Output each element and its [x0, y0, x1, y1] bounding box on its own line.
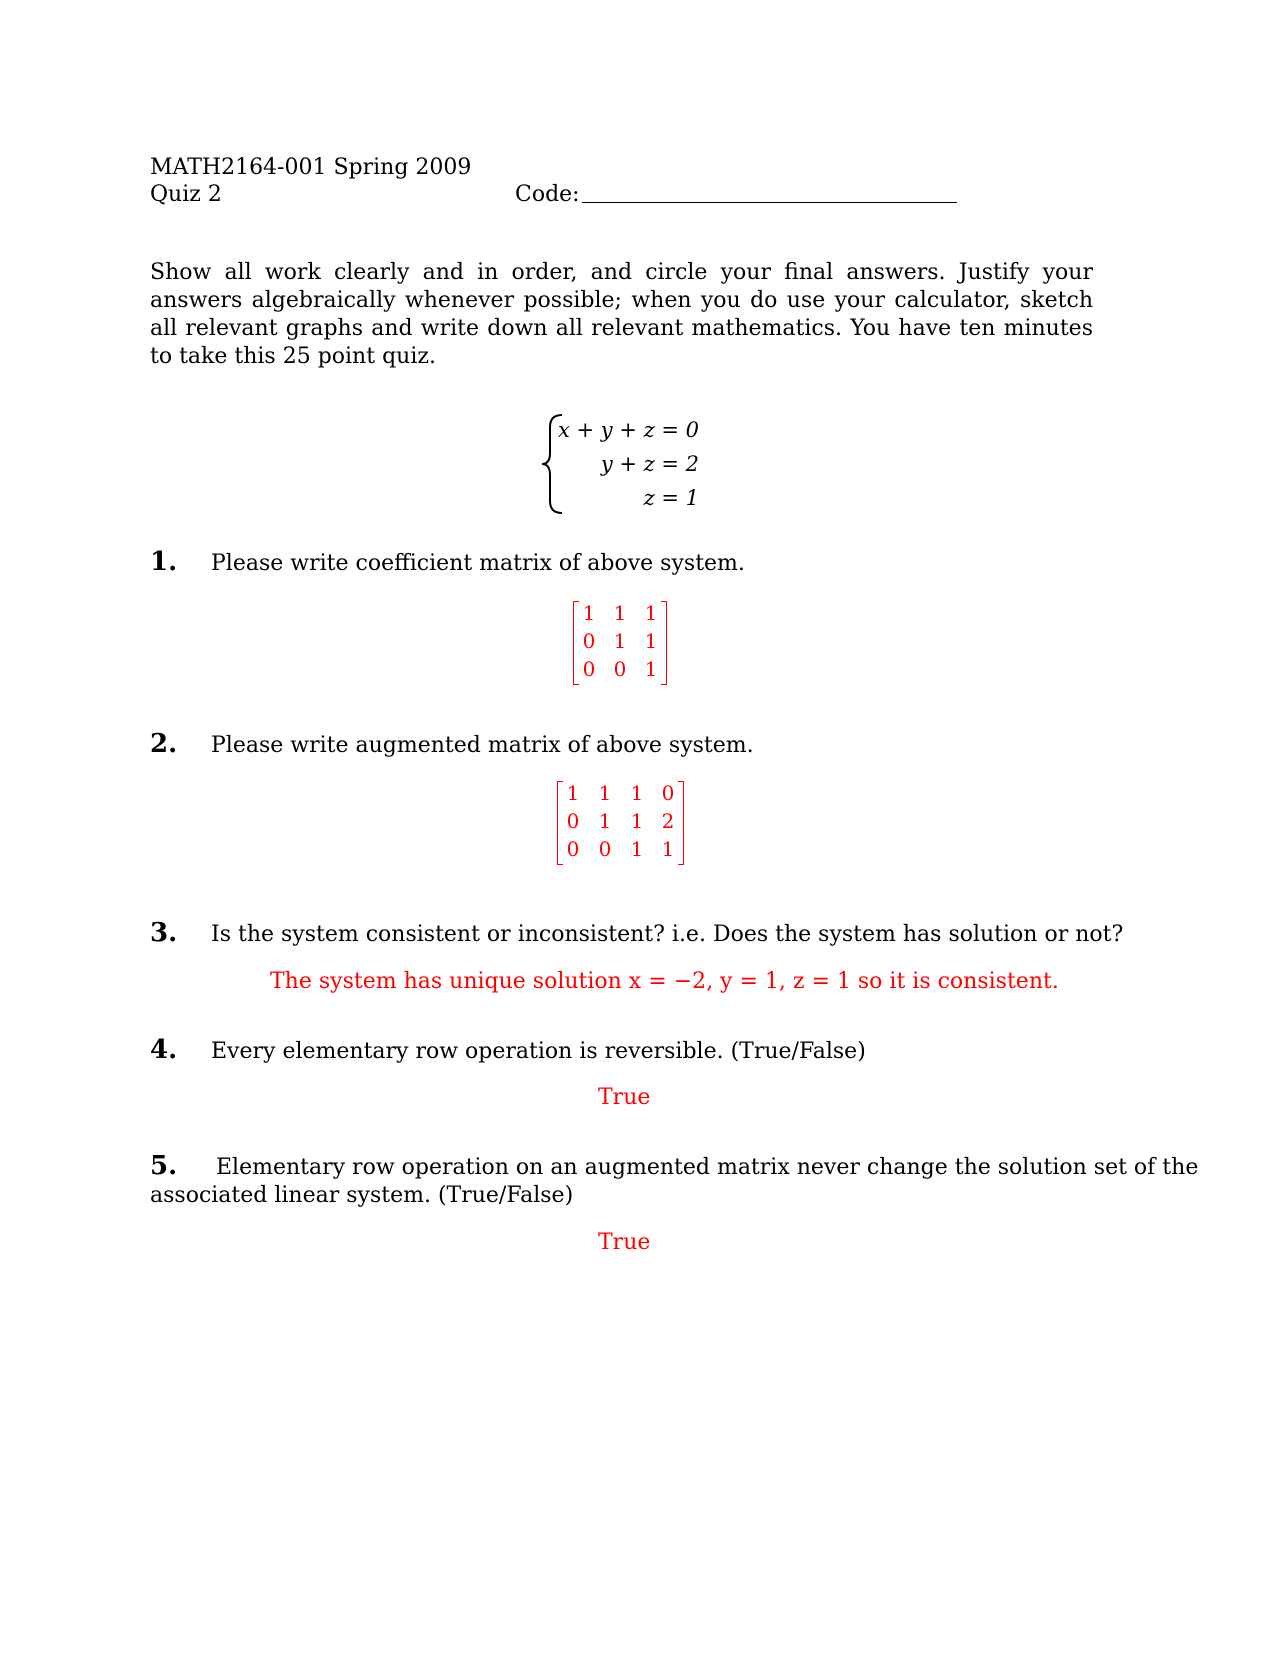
- matrix-cell: 0: [598, 837, 612, 861]
- matrix-cell: 1: [598, 809, 612, 833]
- matrix-right-bracket: [678, 781, 684, 865]
- matrix-cell: 1: [598, 781, 612, 805]
- matrix-cell: 2: [661, 809, 675, 833]
- question-2-text: Please write augmented matrix of above system.: [211, 733, 754, 758]
- question-3-text: Is the system consistent or inconsistent? i.e. Does the system has solution or not?: [211, 922, 1124, 947]
- matrix-cell: 1: [630, 837, 644, 861]
- instructions: Show all work clearly and in order, and circle your final answers. Justify your answers algebraically whenever possible; when you do use your calculator, sketch all relevant graphs and write down all relevant mathematics. You have ten minutes to take this 25 point quiz.: [150, 260, 1093, 369]
- answer-5: True: [598, 1230, 651, 1255]
- equation-3: z = 1: [643, 486, 699, 510]
- matrix-cell: 0: [661, 781, 675, 805]
- code-label: Code:: [515, 182, 580, 207]
- augmented-matrix: [557, 781, 684, 865]
- equation-2: y + z = 2: [600, 452, 699, 476]
- code-blank-line[interactable]: [582, 202, 957, 203]
- matrix-cell: 1: [630, 781, 644, 805]
- answer-4: True: [598, 1085, 651, 1110]
- matrix-cell: 0: [613, 657, 627, 681]
- matrix-cell: 1: [613, 601, 627, 625]
- question-1-text: Please write coefficient matrix of above system.: [211, 551, 745, 576]
- matrix-cell: 1: [644, 657, 658, 681]
- question-1-number: 1.: [150, 547, 178, 577]
- matrix-cell: 0: [566, 837, 580, 861]
- question-4-text: Every elementary row operation is reversible. (True/False): [211, 1039, 866, 1064]
- matrix-cell: 1: [613, 629, 627, 653]
- matrix-cell: 1: [644, 601, 658, 625]
- question-3-number: 3.: [150, 918, 178, 948]
- matrix-cell: 1: [566, 781, 580, 805]
- matrix-cell: 1: [582, 601, 596, 625]
- quiz-title: Quiz 2: [150, 182, 222, 207]
- matrix-cell: 0: [566, 809, 580, 833]
- equation-1: x + y + z = 0: [558, 418, 699, 442]
- question-5-text-continued: associated linear system. (True/False): [150, 1183, 574, 1208]
- question-2-number: 2.: [150, 729, 178, 759]
- answer-3: The system has unique solution x = −2, y = 1, z = 1 so it is consistent.: [270, 969, 1059, 994]
- matrix-cell: 1: [661, 837, 675, 861]
- matrix-cell: 0: [582, 657, 596, 681]
- matrix-cell: 1: [644, 629, 658, 653]
- question-5-number: 5.: [150, 1151, 178, 1181]
- matrix-cell: 0: [582, 629, 596, 653]
- question-5-text: Elementary row operation on an augmented matrix never change the solution set of the: [216, 1155, 1199, 1180]
- matrix-cell: 1: [630, 809, 644, 833]
- question-4-number: 4.: [150, 1035, 178, 1065]
- course-title: MATH2164-001 Spring 2009: [150, 155, 472, 180]
- coefficient-matrix: [573, 601, 667, 685]
- matrix-right-bracket: [661, 601, 667, 685]
